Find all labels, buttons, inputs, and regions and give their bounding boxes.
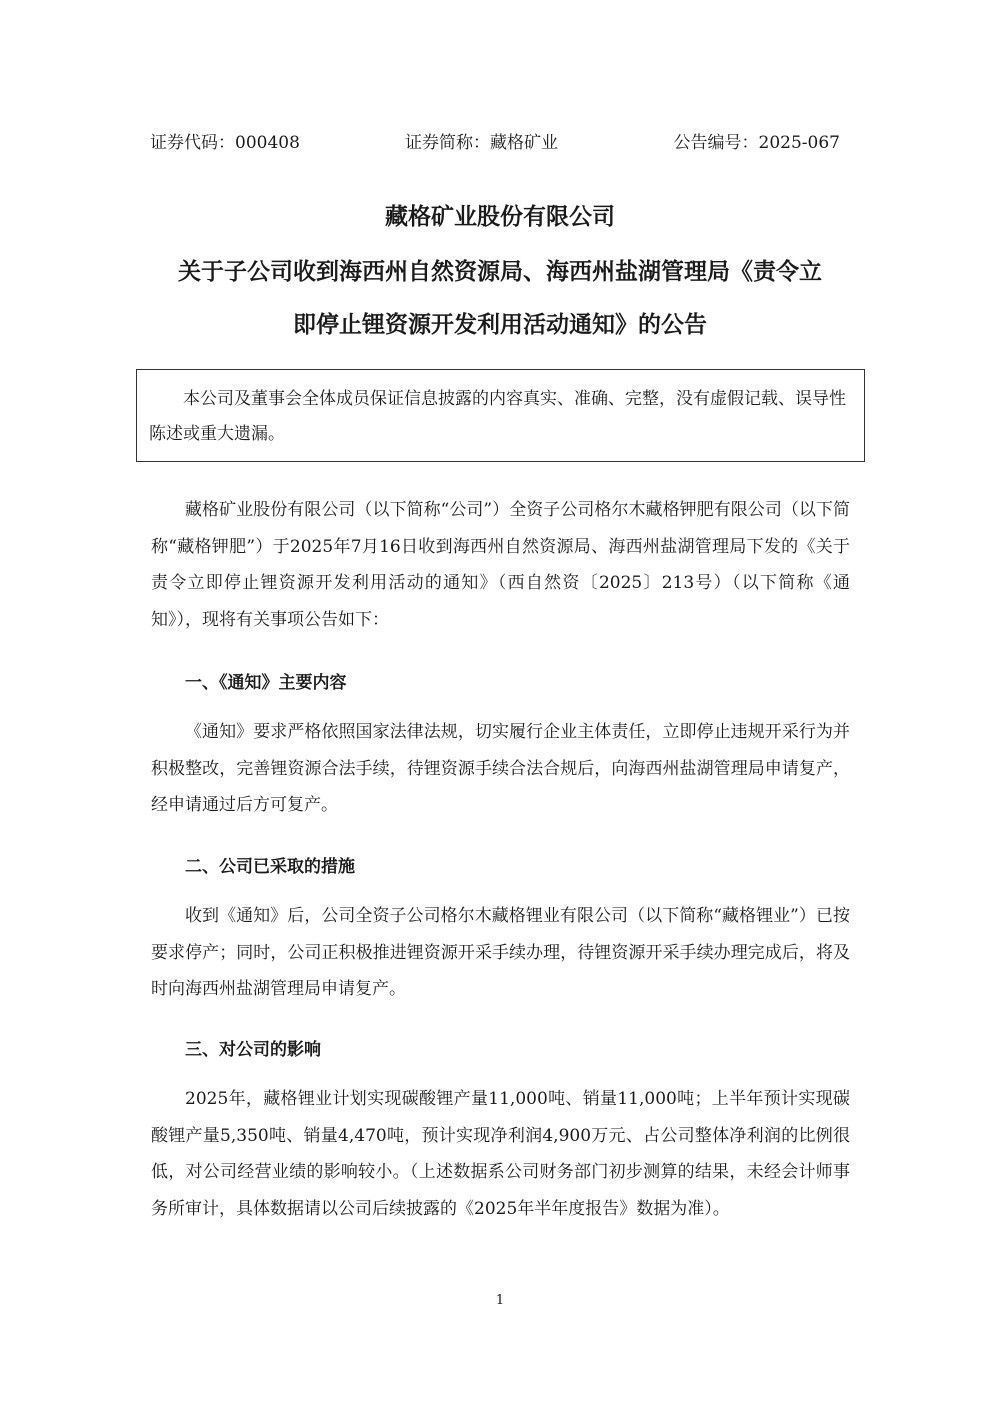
announcement-header	[150, 128, 840, 158]
section-heading-impact: 三、对公司的影响	[185, 1040, 321, 1060]
security-abbreviation: 证券简称：藏格矿业	[405, 133, 558, 153]
announcement-title-line2: 即停止锂资源开发利用活动通知》的公告	[293, 312, 707, 338]
page-number: 1	[495, 1293, 505, 1308]
section-body-notice-content: 《通知》要求严格依照国家法律法规，切实履行企业主体责任，立即停止违规开采行为并积极整改，完善锂资源合法手续，待锂资源手续合法合规后，向海西州盐湖管理局申请复产，经申请通过后方可复产。	[151, 722, 850, 815]
announcement-number: 公告编号：2025-067	[673, 133, 840, 153]
section-heading-measures-taken: 二、公司已采取的措施	[185, 857, 355, 877]
intro-paragraph: 藏格矿业股份有限公司（以下简称“公司”）全资子公司格尔木藏格钾肥有限公司（以下简称“藏格钾肥”）于2025年7月16日收到海西州自然资源局、海西州盐湖管理局下发的《关于责令立即停止锂资源开发利用活动的通知》（西自然资〔2025〕213号）（以下简称《通知》），现将有关事项公告如下：	[151, 500, 850, 630]
disclosure-statement: 本公司及董事会全体成员保证信息披露的内容真实、准确、完整，没有虚假记载、误导性陈述或重大遗漏。	[149, 389, 846, 444]
security-code: 证券代码：000408	[150, 133, 300, 153]
company-name-title: 藏格矿业股份有限公司	[385, 204, 615, 230]
section-body-impact: 2025年，藏格锂业计划实现碳酸锂产量11,000吨、销量11,000吨；上半年预计实现碳酸锂产量5,350吨、销量4,470吨，预计实现净利润4,900万元、占公司整体净利润的比例很低，对公司经营业绩的影响较小。（上述数据系公司财务部门初步测算的结果，未经会计师事务所审计，具体数据请以公司后续披露的《2025年半年度报告》数据为准）。	[151, 1089, 850, 1219]
disclosure-statement-box	[136, 369, 865, 462]
section-body-measures-taken: 收到《通知》后，公司全资子公司格尔木藏格锂业有限公司（以下简称“藏格锂业”）已按要求停产；同时，公司正积极推进锂资源开采手续办理，待锂资源开采手续办理完成后，将及时向海西州盐湖管理局申请复产。	[151, 906, 850, 999]
section-heading-notice-content: 一、《通知》主要内容	[185, 673, 347, 693]
announcement-title-line1: 关于子公司收到海西州自然资源局、海西州盐湖管理局《责令立	[178, 259, 822, 285]
